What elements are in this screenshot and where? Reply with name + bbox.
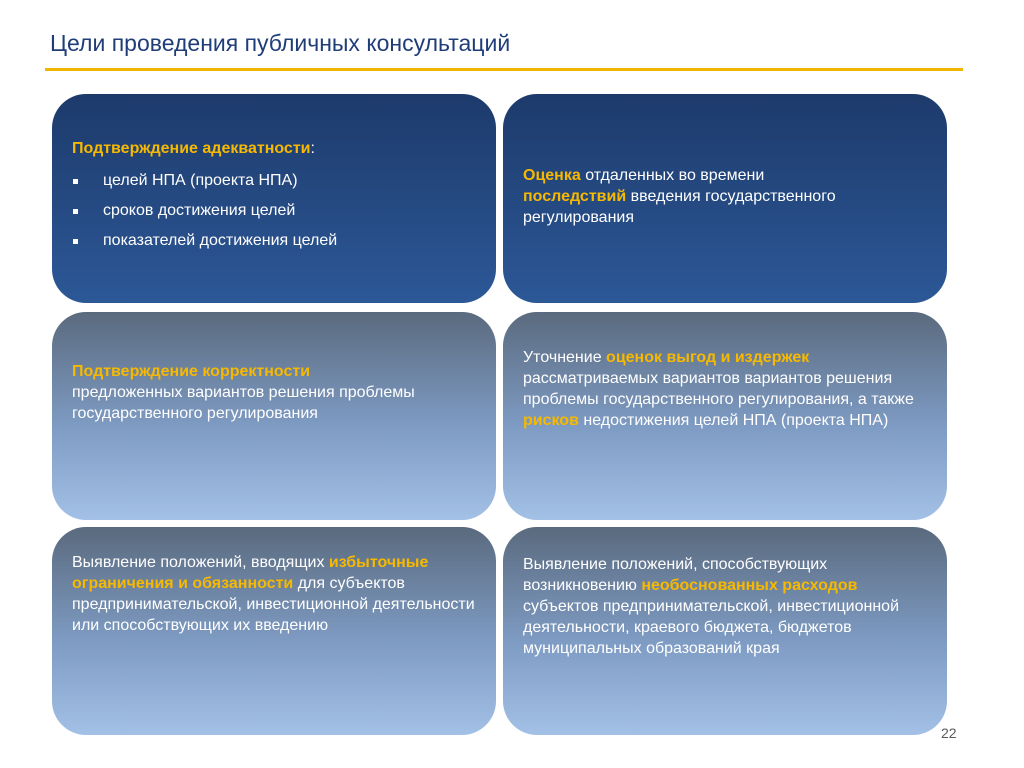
benefits-costs-text [523,347,929,431]
highlight-text: Оценка [523,167,581,184]
excessive-restrictions-text [72,552,478,636]
adequacy-heading-text: Подтверждение адекватности [72,140,311,157]
bullet-text: сроков достижения целей [103,202,296,219]
excessive-restrictions-box [52,527,496,735]
consequences-text [523,165,929,228]
body-text: введения государственного регулирования [523,188,836,226]
body-text: предложенных вариантов решения проблемы государственного регулирования [72,384,415,422]
highlight-text: необоснованных расходов [641,577,858,594]
body-text: Выявление положений, вводящих [72,554,329,571]
bullet-item [72,171,478,191]
highlight-text: последствий [523,188,627,205]
unjustified-expenses-text [523,554,929,659]
bullet-item [72,201,478,221]
unjustified-expenses-box [503,527,947,735]
body-text: субъектов предпринимательской, инвестиционной деятельности, краевого бюджета, бюджетов муниципальных образований края [523,598,900,657]
bullet-text: показателей достижения целей [103,232,338,249]
consequences-assessment-box [503,94,947,303]
correctness-confirmation-box [52,312,496,520]
square-bullet-icon [73,179,78,184]
highlight-text: оценок выгод и издержек [606,349,810,366]
slide-title: Цели проведения публичных консультаций [50,30,511,56]
highlight-text: избыточные ограничения и обязанности [72,554,429,592]
page-number: 22 [941,725,957,741]
body-text: недостижения целей НПА (проекта НПА) [578,412,889,429]
highlight-text: рисков [523,412,579,429]
adequacy-heading [72,138,478,159]
adequacy-heading-colon: : [310,140,315,157]
body-text: Уточнение [523,349,607,366]
adequacy-confirmation-box [52,94,496,303]
body-text: для субъектов предпринимательской, инвестиционной деятельности или способствующих их введению [72,575,475,634]
body-text: Выявление положений, способствующих возникновению [523,556,828,594]
square-bullet-icon [73,239,78,244]
body-text: рассматриваемых вариантов вариантов решения проблемы государственного регулирования, а также [523,370,914,408]
body-text: отдаленных во времени [580,167,765,184]
square-bullet-icon [73,209,78,214]
benefits-costs-box [503,312,947,520]
correctness-text [72,361,478,424]
bullet-item [72,231,478,251]
bullet-text: целей НПА (проекта НПА) [103,172,298,189]
title-underline [45,68,963,71]
highlight-text: Подтверждение корректности [72,363,311,380]
adequacy-bullet-list [72,171,478,251]
